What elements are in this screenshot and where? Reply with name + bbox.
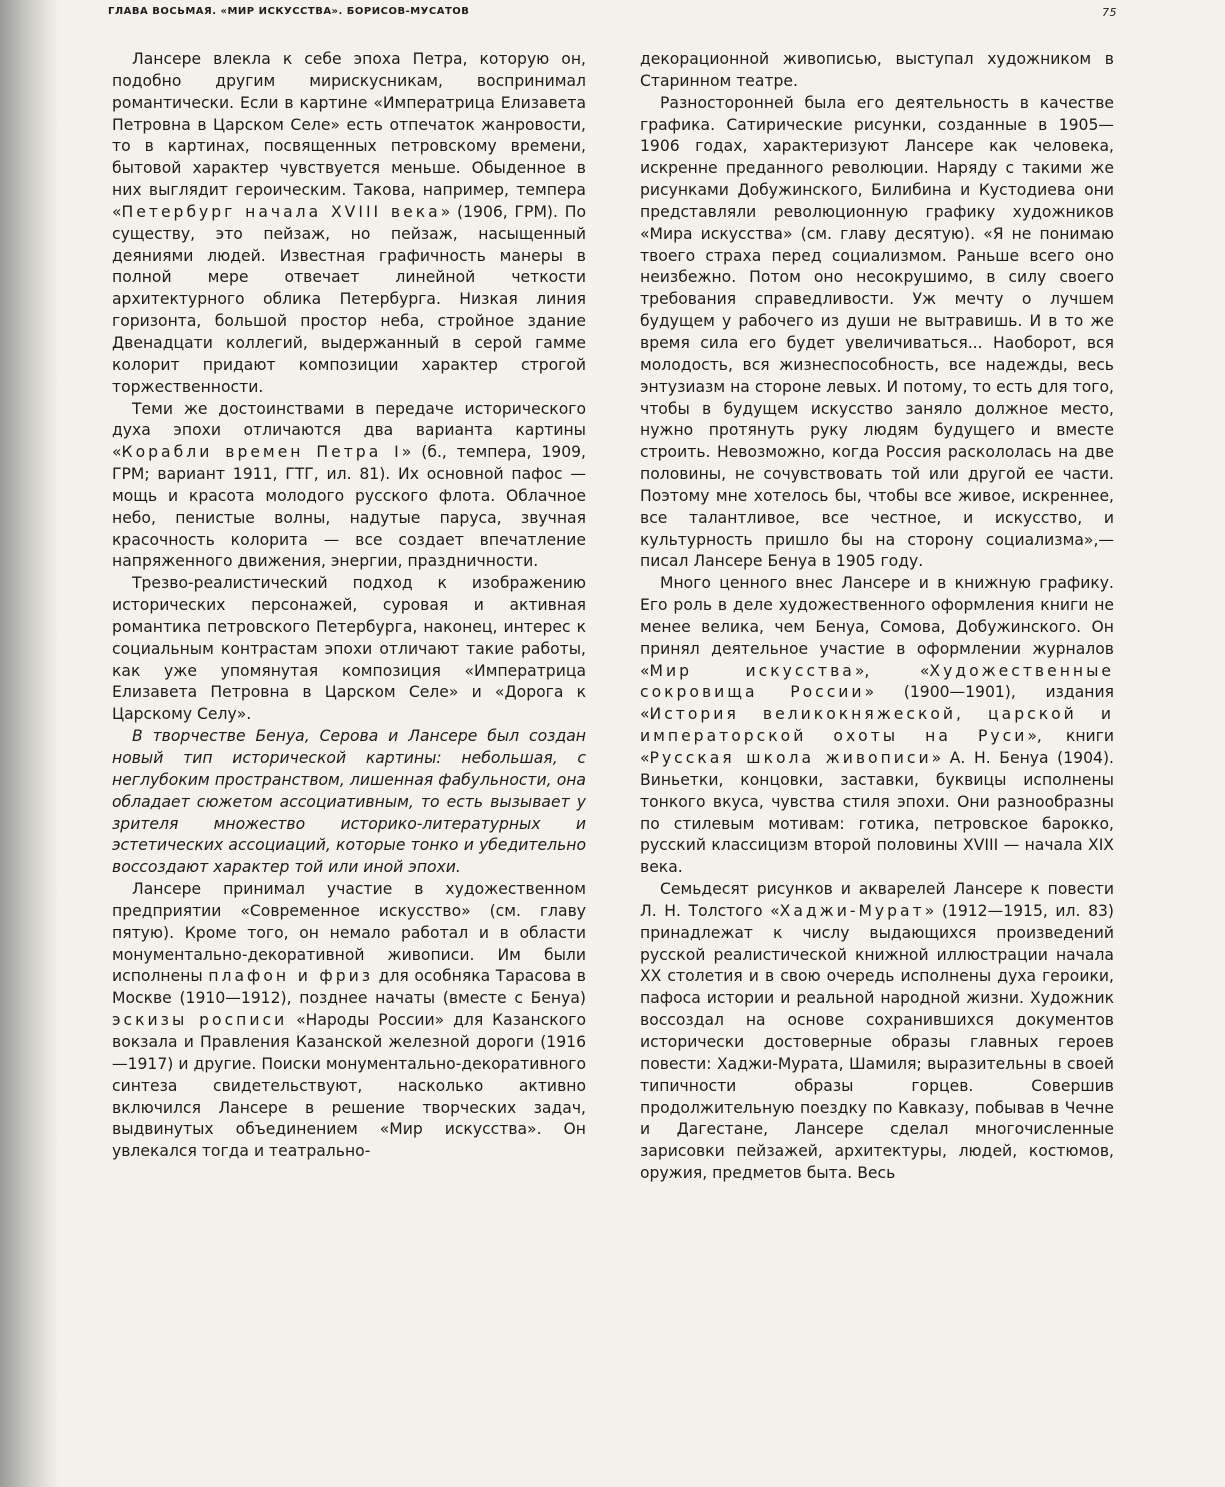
paragraph [112, 49, 586, 399]
right-column [640, 49, 1114, 1185]
text-run: » (1912—1915, ил. 83) принадлежат к числу выдающихся произведений русской реалистической книжной иллюстрации начала XX столетия и в свою очередь исполнены духа героики, пафоса истории и реальной народной жизни. Художник воссоздал на основе сохранившихся документов исторически достоверные образы главных героев повести: Хаджи-Мурата, Шамиля; выразительны в своей типичности образы горцев. Совершив продолжительную поездку по Кавказу, побывав в Чечне и Дагестане, Лансере сделал многочисленные зарисовки пейзажей, архитектуры, людей, костюмов, оружия, предметов быта. Весь [640, 901, 1114, 1183]
text-run: » А. Н. Бенуа (1904). Виньетки, концовки, заставки, буквицы исполнены тонкого вкуса, чувства стиля эпохи. Они разнообразны по стилевым мотивам: готика, петровское барокко, русский классицизм второй половины XVIII — начала XIX века. [640, 749, 1114, 877]
paragraph: В творчестве Бенуа, Серова и Лансере был создан новый тип исторической картины: небольшая, с неглубоким пространством, лишенная фабульности, она обладает сюжетом ассоциативным, то есть вызывает у зрителя множество историко-литературных и эстетических ассоциаций, которые тонко и убедительно воссоздают характер той или иной эпохи. [112, 727, 586, 877]
spaced-title: Художественные сокровища России [640, 661, 1115, 702]
book-gutter-shadow [0, 0, 60, 1487]
text-run: » (1900—1901), издания « [640, 683, 1114, 724]
paragraph: Разносторонней была его деятельность в качестве графика. Сатирические рисунки, созданные в 1905—1906 годах, характеризуют Лансере как человека, искренне преданного революции. Наряду с такими же рисунками Добужинского, Билибина и Кустодиева они представляли революционную графику художников «Мира искусства» (см. главу десятую). «Я не понимаю твоего страха перед социализмом. Раньше всего оно неизбежно. Потом оно несокрушимо, в силу своего требования справедливости. Уж мечту о лучшем будущем у рабочего из души не вытравишь. И в то же время сила его будет увеличиваться... Наоборот, вся молодость, вся жизнеспособность, все надежды, весь энтузиазм на стороне левых. И потому, то есть для того, чтобы в будущем искусство заняло должное место, нужно протянуть руку людям будущего и вместе строить. Невозможно, когда Россия раскололась на две половины, не сочувствовать той или другой ее части. Поэтому мне хотелось бы, чтобы все живое, искреннее, все талантливое, все честное, и искусство, и культурность пришло бы на сторону социализма»,— писал Лансере Бенуа в 1905 году. [640, 93, 1114, 571]
text-run: для особняка Тарасова в Москве (1910—1912), позднее начаты (вместе с Бенуа) [112, 967, 586, 1008]
spaced-title: Хаджи-Мурат [779, 901, 925, 920]
text-run: », « [854, 661, 930, 680]
text-run: » (б., темпера, 1909, ГРМ; вариант 1911, ГТГ, ил. 81). Их основной пафос — мощь и красота молодого русского флота. Облачное небо, пенистые волны, надутые паруса, звучная красочность колорита — все создает впечатление напряженного движения, энергии, праздничности. [112, 443, 586, 571]
spaced-title: История великокняжеской, царской и императорской охоты на Руси [640, 705, 1114, 746]
text-run: Лансере принимал участие в художественном предприятии «Современное искусство» (см. главу пятую). Кроме того, он немало работал и в области монументально-декоративной живописи. Им были исполнены [112, 880, 586, 986]
running-header [108, 6, 1117, 24]
left-column [112, 49, 586, 1163]
text-run: «Народы России» для Казанского вокзала и Правления Казанской железной дороги (1916—1917) и другие. Поиски монументально-декоративного синтеза свидетельствуют, насколько активно включился Лансере в решение творческих задач, выдвинутых объединением «Мир искусства». Он увлекался тогда и театрально- [112, 1011, 587, 1161]
paragraph [640, 879, 1114, 1185]
paragraph [640, 573, 1114, 879]
spaced-title: Русская школа живописи [649, 749, 932, 767]
paragraph [112, 399, 586, 574]
text-run: Семьдесят рисунков и акварелей Лансере к повести Л. Н. Толстого « [640, 880, 1114, 920]
text-run: Лансере влекла к себе эпоха Петра, которую он, подобно другим мирискусникам, воспринимал романтически. Если в картине «Императрица Елизавета Петровна в Царском Селе» есть отпечаток жанровости, то в картинах, посвященных петровскому времени, бытовой характер чувствуется меньше. Обыденное в них выглядит героическим. Такова, например, темпера « [112, 50, 586, 221]
spaced-title: Петербург начала XVIII века [121, 202, 441, 221]
spaced-term: эскизы росписи [112, 1011, 288, 1030]
running-title: ГЛАВА ВОСЬМАЯ. «МИР ИСКУССТВА». БОРИСОВ-МУСАТОВ [108, 6, 470, 17]
page-number: 75 [1102, 6, 1117, 19]
paragraph [112, 879, 586, 1163]
spaced-title: Корабли времен Петра I [121, 443, 402, 462]
text-run: », книги « [640, 727, 1115, 767]
paragraph: Трезво-реалистический подход к изображению исторических персонажей, суровая и активная романтика петровского Петербурга, наконец, интерес к социальным контрастам эпохи отличают такие работы, как уже упомянутая композиция «Императрица Елизавета Петровна в Царском Селе» и «Дорога к Царскому Селу». [112, 574, 586, 724]
spaced-term: плафон и фриз [208, 967, 374, 986]
text-run: » (1906, ГРМ). По существу, это пейзаж, но пейзаж, насыщенный деяниями людей. Известная графичность манеры в полной мере отвечает линейной четкости архитектурного облика Петербурга. Низкая линия горизонта, большой простор неба, стройное здание Двенадцати коллегий, выдержанный в серой гамме колорит придают композиции характер строгой торжественности. [112, 202, 587, 396]
spaced-title: Мир искусства [649, 661, 855, 680]
paragraph-continued: декорационной живописью, выступал художником в Старинном театре. [640, 50, 1114, 90]
text-run: Теми же достоинствами в передаче исторического духа эпохи отличаются два варианта картины « [112, 399, 586, 462]
text-run: Много ценного внес Лансере и в книжную графику. Его роль в деле художественного оформления книги не менее велика, чем Бенуа, Сомова, Добужинского. Он принял деятельное участие в оформлении журналов « [640, 574, 1114, 680]
